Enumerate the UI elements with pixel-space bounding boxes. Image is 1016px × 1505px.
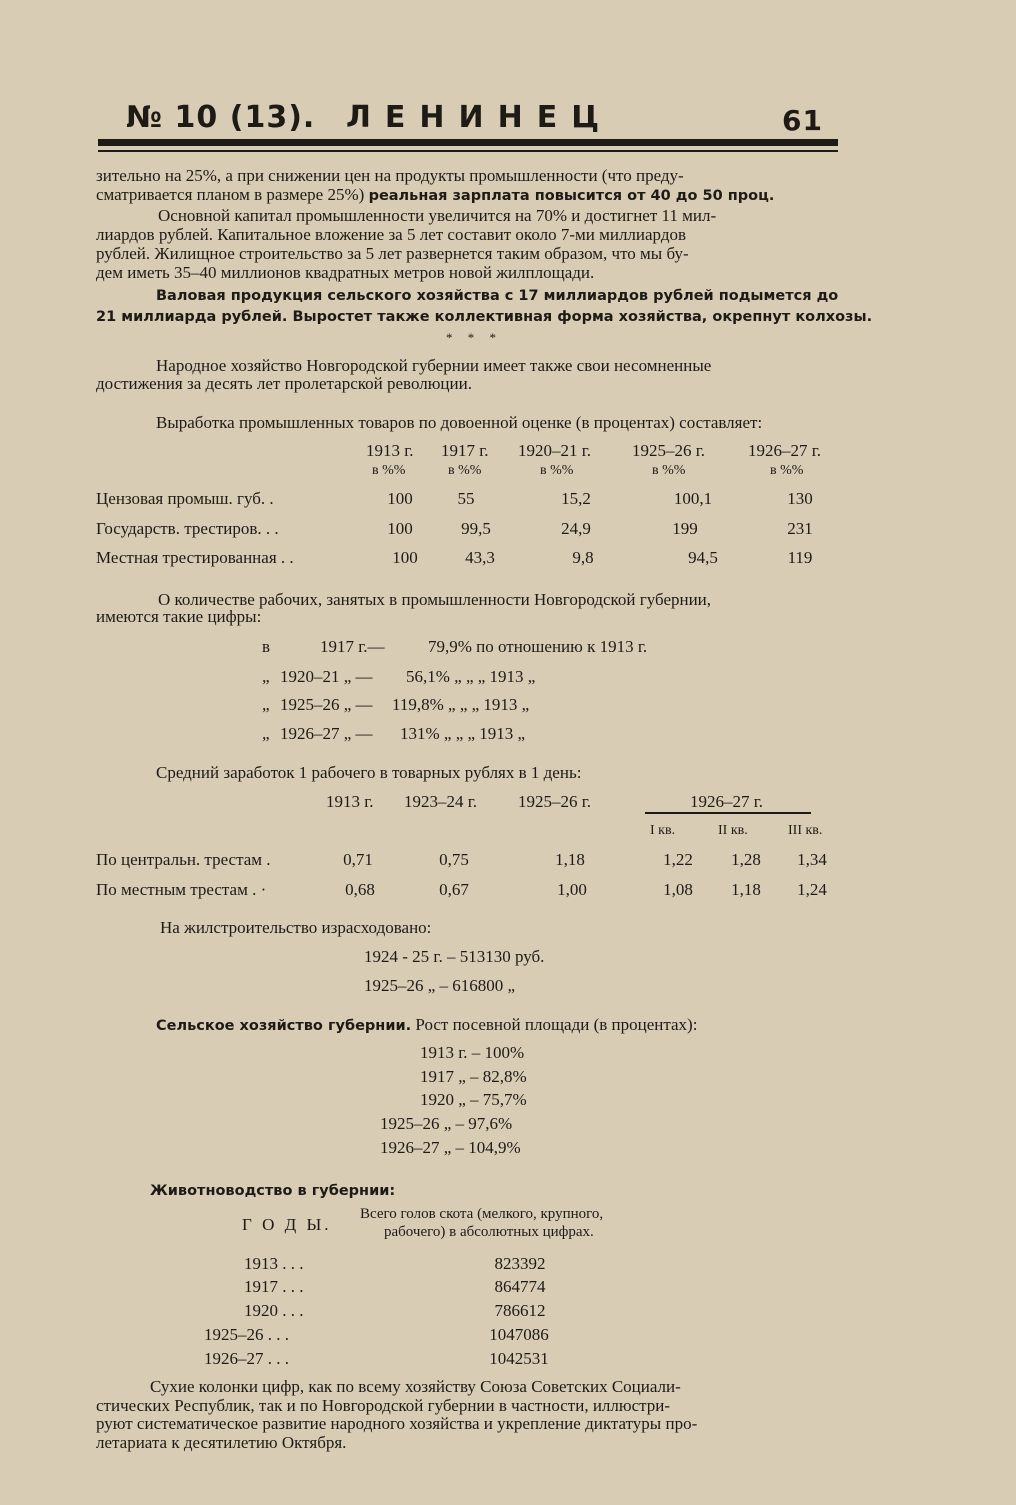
wages-quarter: II кв. [718,823,748,838]
agriculture-row: 1920 „ – 75,7% [420,1090,527,1109]
industry-cell: 99,5 [461,519,491,538]
livestock-value: 823392 [494,1254,546,1273]
intro-paragraph [96,166,842,282]
livestock-value: 1042531 [489,1349,549,1368]
wages-cell: 1,00 [557,880,587,899]
housing-caption: На жилстроительство израсходовано: [160,918,432,937]
industry-unit: в %% [372,463,406,478]
industry-row-label: Государств. трестиров. . . [96,519,279,538]
housing-line: 1925–26 „ – 616800 „ [364,976,516,995]
livestock-value: 786612 [494,1301,546,1320]
wages-cell: 0,75 [439,850,469,869]
header-rule-thin [98,150,838,152]
header-rule-thick [98,139,838,146]
industry-year: 1913 г. [366,441,414,460]
industry-year: 1925–26 г. [632,441,706,460]
wages-year: 1913 г. [326,792,374,811]
livestock-col2-header: Всего голов скота (мелкого, крупного, [360,1206,604,1222]
industry-row-label: Местная трестированная . . [96,548,294,567]
wages-row-label: По центральн. трестам . [96,850,271,869]
livestock-year: 1926–27 . . . [204,1349,289,1368]
workers-prefix: в [262,637,271,656]
wages-cell: 1,24 [797,880,827,899]
intro-line: зительно на 25%, а при снижении цен на продукты промышленности (что преду- [96,166,684,185]
conclusion-line: руют систематическое развитие народного хозяйства и укрепление диктатуры про- [96,1414,698,1433]
industry-row-label: Цензовая промыш. губ. . [96,489,274,508]
housing-line: 1924 - 25 г. – 513130 руб. [364,947,545,966]
industry-unit: в %% [540,463,574,478]
industry-cell: 94,5 [688,548,718,567]
agriculture-caption-rest: Рост посевной площади (в процентах): [415,1015,698,1034]
industry-cell: 231 [787,519,813,538]
workers-prefix: „ [262,667,270,686]
bold-paragraph-line: Валовая продукция сельского хозяйства с 17 миллиардов рублей подымется до [156,288,839,304]
wages-row-label: По местным трестам . · [96,880,267,899]
intro-line: рублей. Жилищное строительство за 5 лет развернется таким образом, что мы бу- [96,244,689,263]
workers-year: 1926–27 „ — [280,724,373,743]
intro-line: Основной капитал промышленности увеличится на 70% и достигнет 11 мил- [158,206,717,225]
wages-cell: 1,18 [731,880,761,899]
livestock-value: 864774 [494,1277,546,1296]
wages-cell: 0,71 [343,850,373,869]
wages-caption: Средний заработок 1 рабочего в товарных рублях в 1 день: [156,763,582,782]
industry-cell: 100 [387,519,413,538]
wages-quarter: I кв. [650,823,676,838]
livestock-value: 1047086 [489,1325,549,1344]
agriculture-caption [156,1015,697,1035]
agriculture-row: 1925–26 „ – 97,6% [380,1114,513,1133]
livestock-caption: Животноводство в губернии: [150,1183,396,1199]
workers-prefix: „ [262,724,270,743]
workers-value: 119,8% „ „ „ 1913 „ [392,695,530,714]
workers-value: 79,9% по отношению к 1913 г. [428,637,648,656]
industry-cell: 100 [387,489,413,508]
industry-unit: в %% [448,463,482,478]
magazine-title: ЛЕНИНЕЦ [346,100,614,135]
wages-cell: 0,67 [439,880,469,899]
wages-cell: 1,28 [731,850,761,869]
intro-line: сматривается планом в размере 25%) реальная зарплата повысится от 40 до 50 проц. [96,185,775,204]
novgorod-line: достижения за десять лет пролетарской революции. [96,374,472,393]
industry-cell: 9,8 [572,548,594,567]
wages-cell: 1,18 [555,850,585,869]
workers-line: О количестве рабочих, занятых в промышленности Новгородской губернии, [158,590,712,609]
industry-year: 1917 г. [441,441,489,460]
industry-year: 1926–27 г. [748,441,822,460]
workers-year: 1920–21 „ — [280,667,373,686]
page-number: 61 [782,104,823,137]
section-separator: * * * [446,330,502,345]
industry-cell: 24,9 [561,519,591,538]
industry-cell: 15,2 [561,489,591,508]
agriculture-row: 1917 „ – 82,8% [420,1067,527,1086]
conclusion-line: Сухие колонки цифр, как по всему хозяйству Союза Советских Социали- [150,1377,681,1396]
industry-cell: 55 [457,489,475,508]
industry-cell: 100 [392,548,418,567]
agriculture-row: 1913 г. – 100% [420,1043,525,1062]
wages-year: 1923–24 г. [404,792,478,811]
wages-cell: 1,08 [663,880,693,899]
industry-cell: 100,1 [673,489,713,508]
livestock-year: 1913 . . . [244,1254,304,1273]
industry-cell: 119 [787,548,813,567]
industry-cell: 130 [787,489,813,508]
agriculture-caption-bold: Сельское хозяйство губернии. [156,1018,412,1034]
industry-cell: 43,3 [465,548,495,567]
wages-cell: 1,22 [663,850,693,869]
conclusion-line: летариата к десятилетию Октября. [96,1433,347,1452]
bold-paragraph-line: 21 миллиарда рублей. Выростет также коллективная форма хозяйства, окрепнут колхозы. [96,309,873,325]
industry-caption: Выработка промышленных товаров по довоенной оценке (в процентах) составляет: [156,413,763,432]
workers-value: 56,1% „ „ „ 1913 „ [406,667,536,686]
issue-number: № 10 (13). [126,100,316,135]
livestock-col2-header: рабочего) в абсолютных цифрах. [384,1224,594,1240]
wages-cell: 1,34 [797,850,827,869]
livestock-col1-header: Г О Д Ы. [242,1215,332,1234]
wages-cell: 0,68 [345,880,375,899]
wages-year: 1925–26 г. [518,792,592,811]
livestock-year: 1920 . . . [244,1301,304,1320]
agriculture-row: 1926–27 „ – 104,9% [380,1138,521,1157]
workers-line: имеются такие цифры: [96,607,262,626]
quarter-brace [645,812,811,814]
workers-year: 1925–26 „ — [280,695,373,714]
conclusion-line: стических Республик, так и по Новгородской губернии в частности, иллюстри- [96,1396,671,1415]
novgorod-line: Народное хозяйство Новгородской губернии имеет также свои несомненные [156,356,712,375]
workers-prefix: „ [262,695,270,714]
intro-line: дем иметь 35–40 миллионов квадратных метров новой жилплощади. [96,263,595,282]
livestock-year: 1917 . . . [244,1277,304,1296]
wages-quarter: III кв. [788,823,823,838]
wages-year: 1926–27 г. [690,792,764,811]
intro-line: лиардов рублей. Капитальное вложение за 5 лет составит около 7-ми миллиардов [96,225,687,244]
industry-unit: в %% [652,463,686,478]
industry-year: 1920–21 г. [518,441,592,460]
livestock-year: 1925–26 . . . [204,1325,289,1344]
industry-unit: в %% [770,463,804,478]
industry-cell: 199 [672,519,698,538]
workers-value: 131% „ „ „ 1913 „ [400,724,526,743]
workers-year: 1917 г.— [320,637,385,656]
intro-bold-fragment: реальная зарплата повысится от 40 до 50 проц. [368,188,775,204]
